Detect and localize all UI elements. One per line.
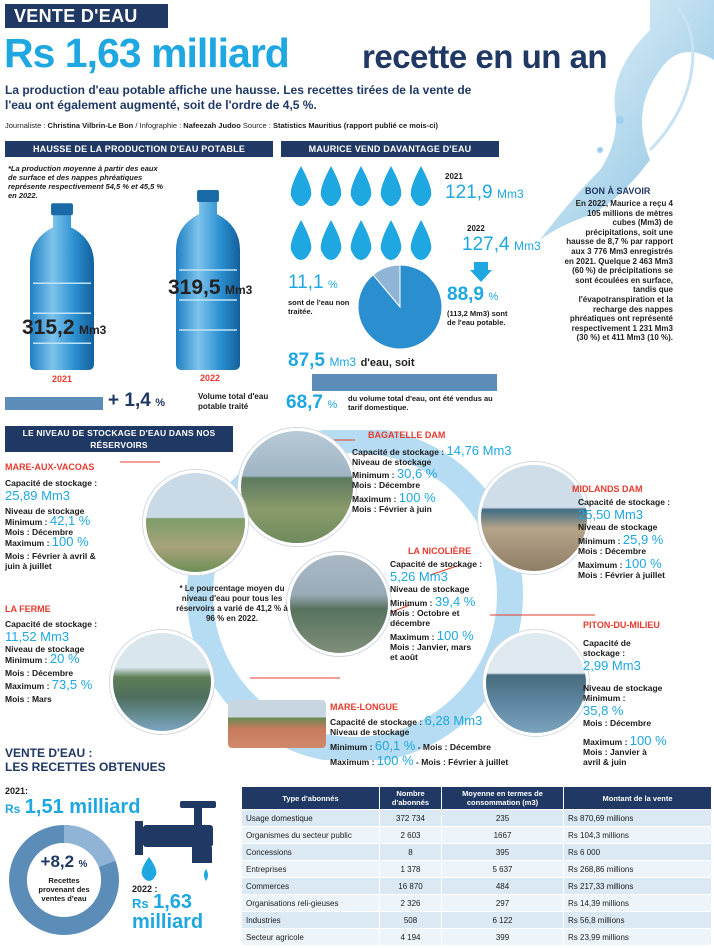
reservoir-max-label: Maximum : [330,757,375,767]
reservoir-max-value: 100 % [624,556,662,571]
reservoir-max-label: Maximum : [352,494,397,504]
reservoir-level-label: Niveau de stockage [352,457,432,467]
recettes-value-2021-prefix: Rs [5,802,21,816]
sales-section-title: MAURICE VEND DAVANTAGE D'EAU [281,141,499,157]
reservoir-capacity-row [330,713,580,728]
credits-label-infographic: / Infographie : [135,121,182,130]
production-year-2021: 2021 [52,374,73,384]
reservoir-month-label: Mois : [5,527,30,537]
reservoir-capacity-row [352,443,532,458]
reservoir-level-label: Niveau de stockage [330,727,410,737]
table-header-row [242,787,712,810]
table-cell: Organismes du secteur public [242,827,380,844]
table-cell: 4 194 [380,929,442,946]
reservoir-level-label: Niveau de stockage [5,644,85,654]
reservoir-capacity-label: Capacité de stockage : [390,559,483,569]
table-cell: Rs 104,3 millions [564,827,712,844]
reservoir-min-month [390,608,470,628]
reservoir-max: Maximum : 100 % - Mois : Février à juillet [330,753,509,768]
table-row [242,844,712,861]
reservoir-min [352,466,532,481]
reservoir-max-label: Maximum : [390,632,435,642]
reservoir-max-value: 100 % [51,534,89,549]
reservoir-capacity: 2,99 Mm3 [583,658,641,673]
table-row [242,912,712,929]
production-value-2021-number: 315,2 [22,316,75,339]
recettes-title-line2: LES RECETTES OBTENUES [5,760,166,774]
water-drop-icon [140,857,158,881]
drop-2021 [321,166,342,206]
table-row [242,929,712,946]
table-row [242,810,712,827]
reservoir-month-label: Mois : [390,642,415,652]
production-value-2022-number: 319,5 [168,276,221,299]
bon-a-savoir-title: BON À SAVOIR [585,186,651,196]
reservoir-month-label: Mois : [583,747,608,757]
table-cell: Concessions [242,844,380,861]
table-cell: Commerces [242,878,380,895]
reservoir-la-ferme [5,604,145,704]
reservoir-month-label: Mois : [352,504,377,514]
reservoir-min-label: Minimum : [5,517,48,527]
reservoir-max-month-value: Mars [31,694,52,704]
table-cell: Rs 14,39 millions [564,895,712,912]
sales-year-2021: 2021 [445,172,463,181]
reservoir-max-month-value: Février à juillet [604,570,665,580]
reservoir-capacity-label: Capacité de stockage : [578,497,671,507]
reservoir-max-label: Maximum : [578,560,623,570]
sales-untreated-pct-value: 11,1 [288,272,324,293]
arrow-down-icon [470,262,492,284]
production-change-value: + 1,4 [108,390,151,411]
reservoir-max-label: Maximum : [583,737,628,747]
table-cell: Rs 870,69 millions [564,810,712,827]
sales-potable-pct-value: 88,9 [447,284,484,305]
table-cell: Rs 217,33 millions [564,878,712,895]
sales-domestic-pct-unit: % [327,399,338,411]
reservoir-month-label: Mois : [578,570,603,580]
recettes-change-value: +8,2 [40,852,75,871]
reservoir-bagatelle [352,430,532,514]
reservoir-month-label: Mois : [5,668,30,678]
lede: La production d'eau potable affiche une hausse. Les recettes tirées de la vente de l'eau ont également augmenté, soit de l'ordre de 4,5 %. [5,83,472,112]
credits-label-source: Source : [242,121,271,130]
reservoir-max-month [578,570,712,580]
reservoir-min-value: 25,9 % [622,532,664,547]
table-cell: 8 [380,844,442,861]
table-cell: 508 [380,912,442,929]
production-value-2022-unit: Mm3 [225,283,253,297]
reservoir-max-month-value: Janvier, mars et août [390,642,472,662]
reservoir-max-month [5,694,145,704]
reservoir-month-label: Mois : [5,694,30,704]
table-cell: Entreprises [242,861,380,878]
reservoir-max-label: Maximum : [5,538,50,548]
sales-domestic-text: d'eau, soit [360,357,415,369]
production-value-2022 [168,276,252,300]
drop-2021 [381,166,402,206]
sales-value-2021-unit: Mm3 [497,187,524,201]
reservoir-month-label: Mois : [578,546,603,556]
sales-domestic-pct [286,392,337,414]
reservoir-min-month-value: Décembre [604,546,647,556]
reservoir-piton-du-milieu [583,620,711,767]
credits-label-journalist: Journaliste : [5,121,46,130]
table-cell: 484 [442,878,564,895]
pie-slice-potable [358,265,442,349]
table-cell: 5 637 [442,861,564,878]
la-nicoliere-photo [287,552,391,656]
table-row [242,878,712,895]
reservoir-month-label: Mois : [390,608,415,618]
reservoir-max [390,628,500,643]
table-row [242,861,712,878]
reservoirs-center-note: * Le pourcentage moyen du niveau d'eau pour tous les réservoirs a varié de 41,2 % à 96 % en 2022. [176,584,288,623]
sales-domestic-label: du volume total d'eau, ont été vendus au tarif domestique. [348,394,493,412]
reservoir-max-value: 100 % [376,753,414,768]
table-cell: 1667 [442,827,564,844]
reservoir-min-month-value: Décembre [31,527,74,537]
reservoir-max-month-value: Février à juin [378,504,432,514]
reservoir-month-label: Mois : [5,551,30,561]
sales-domestic-value: 87,5 [288,350,325,371]
production-change-unit: % [155,397,166,409]
reservoir-min [390,594,500,609]
sales-value-2021 [445,182,524,204]
sales-year-2022: 2022 [467,224,485,233]
reservoir-name: MIDLANDS DAM [572,484,643,494]
production-change [108,390,165,412]
subscribers-table [241,786,712,946]
sales-potable-pct-unit: % [488,291,499,303]
drop-2022 [291,220,312,260]
table-cell: 6 122 [442,912,564,929]
bagatelle-photo [238,428,356,546]
sales-value-2022-number: 127,4 [462,234,510,255]
reservoir-max-month-value: Février à juillet [448,757,509,767]
drop-2022 [411,220,432,260]
credits-source: Statistics Mauritius (rapport publié ce mois-ci) [272,121,438,130]
table-cell: 297 [442,895,564,912]
reservoir-capacity-label: Capacité de stockage : [5,619,98,629]
bon-a-savoir-text: En 2022, Maurice a reçu 4 105 millions de mètres cubes (Mm3) de précipitations, soit une hausse de 8,7 % par rapport aux 3 776 Mm3 enregistrés en 2021. Quelque 2 463 Mm3 (60 %) de précipitations se sont écoulées en surface, tandis que l'évapotranspiration et la recharge des nappes phréatiques ont représenté respectivement 1 231 Mm3 (30 %) et 411 Mm3 (10 %). [564,199,673,343]
table-cell: Rs 268,86 millions [564,861,712,878]
reservoir-min-month-value: Décembre [609,718,652,728]
table-cell: 395 [442,844,564,861]
reservoir-max [583,733,711,748]
reservoir-month-label: Mois : [422,742,448,752]
reservoirs-section-title: LE NIVEAU DE STOCKAGE D'EAU DANS NOS RÉSERVOIRS [5,426,233,452]
recettes-value-2022 [132,893,203,931]
reservoir-min-label: Minimum : [583,693,626,703]
table-cell: 16 870 [380,878,442,895]
table-cell: 2 326 [380,895,442,912]
reservoir-la-nicoliere [390,546,500,662]
reservoir-min-month-value: Octobre et décembre [390,608,460,628]
reservoir-max-value: 100 % [398,490,436,505]
sales-value-2022 [462,234,541,256]
reservoir-min [578,532,712,547]
recettes-title-line1: VENTE D'EAU : [5,746,93,760]
recettes-change [30,852,98,872]
table-cell: 235 [442,810,564,827]
reservoir-name: LA NICOLIÈRE [408,546,472,556]
reservoir-min-month [583,718,711,728]
table-cell: 372 734 [380,810,442,827]
recettes-donut-label: Recettes provenant des ventes d'eau [38,876,90,903]
reservoir-max-month [5,551,105,571]
reservoir-level-label: Niveau de stockage [390,584,470,594]
recettes-value-2021 [5,796,140,819]
drop-2021 [291,166,312,206]
reservoir-max [5,677,145,692]
reservoir-min-value: 20 % [49,651,80,666]
table-cell: Organisations reli-gieuses [242,895,380,912]
mare-longue-photo [228,700,326,748]
reservoir-capacity-label: Capacité de stockage : [330,717,423,727]
reservoir-min-label: Minimum : [330,742,373,752]
subscribers-table-wrap [241,786,712,946]
table-cell: Rs 23,99 millions [564,929,712,946]
table-row [242,827,712,844]
sales-potable-pct [447,284,498,306]
recettes-value-2021-number: 1,51 milliard [24,796,141,818]
reservoir-capacity-label: Capacité de stockage : [583,638,631,658]
reservoir-min-month-value: Décembre [378,480,421,490]
sales-potable-label: (113,2 Mm3) sont de l'eau potable. [447,309,508,327]
reservoir-month-label: Mois : [583,718,608,728]
table-cell: 2 603 [380,827,442,844]
reservoir-midlands [572,484,712,580]
credits [5,121,505,130]
reservoir-min-label: Minimum : [352,470,395,480]
table-header-cell: Nombre d'abonnés [380,787,442,810]
table-header-cell: Type d'abonnés [242,787,380,810]
recettes-value-2022-word: milliard [132,911,204,933]
reservoir-max-month-value: Janvier à avril & juin [583,747,647,767]
reservoir-max-value: 100 % [629,733,667,748]
reservoir-min [5,651,145,666]
reservoir-max-value: 100 % [436,628,474,643]
reservoir-min-value: 60,1 % [374,738,416,753]
table-header-cell: Moyenne en termes de consommation (m3) [442,787,564,810]
reservoir-min-label: Minimum : [5,655,48,665]
sales-domestic [288,350,415,372]
reservoir-min-label: Minimum : [390,598,433,608]
reservoir-min-value: 42,1 % [49,513,91,528]
reservoir-name: MARE-AUX-VACOAS [5,462,95,472]
reservoir-max-month-value: Février à avril & juin à juillet [5,551,96,571]
production-change-label: Volume total d'eau potable traité [198,392,269,411]
sales-untreated-label: sont de l'eau non traitée. [288,298,350,316]
reservoir-min-value: 35,8 % [583,703,624,718]
reservoir-min-month-value: Décembre [31,668,74,678]
reservoir-max [352,490,532,505]
drop-2022 [351,220,372,260]
sales-pie-chart [355,262,445,352]
kicker: VENTE D'EAU [14,6,138,26]
table-cell: Usage domestique [242,810,380,827]
recettes-year-2022: 2022 : [132,884,158,894]
production-note: *La production moyenne à partir des eaux de surface et des nappes phréatiques représente respectivement 54,5 % et 45,5 % en 2022. [8,164,164,200]
table-cell: Secteur agricole [242,929,380,946]
bottle-bar-2021 [30,213,94,370]
credits-infographic: Nafeezah Judoo [183,121,241,130]
production-value-2021-unit: Mm3 [79,323,107,337]
reservoir-max [5,534,145,549]
reservoir-max-month [352,504,532,514]
reservoir-min [5,513,145,528]
reservoir-month-label: Mois : [421,757,446,767]
table-cell: Rs 56,8 millions [564,912,712,929]
reservoir-name: MARE-LONGUE [330,702,398,712]
reservoir-min-month [578,546,712,556]
reservoir-capacity: 14,76 Mm3 [446,443,512,458]
reservoir-max [578,556,712,571]
reservoir-name: PITON-DU-MILIEU [583,620,660,630]
sales-value-2021-number: 121,9 [445,182,493,203]
headline-big: Rs 1,63 milliard [4,30,289,76]
reservoir-name: LA FERME [5,604,51,614]
mare-aux-vacoas-photo [143,470,248,575]
sales-domestic-bar [312,374,497,391]
reservoir-capacity-label: Capacité de stockage : [5,478,98,488]
reservoir-level-label: Niveau de stockage [5,506,85,516]
reservoir-min: Minimum : 60,1 % - Mois : Décembre [330,738,491,753]
table-cell: 399 [442,929,564,946]
reservoir-min-month [352,480,532,490]
reservoir-capacity: 25,89 Mm3 [5,488,71,503]
sales-domestic-unit: Mm3 [329,355,357,369]
reservoir-min-label: Minimum : [578,536,621,546]
table-cell: Industries [242,912,380,929]
production-change-bar [5,397,103,410]
sales-untreated-pct [288,272,338,294]
reservoir-level-label: Niveau de stockage [583,683,663,693]
reservoir-name: BAGATELLE DAM [368,430,446,440]
reservoir-min-value: 30,6 % [396,466,438,481]
reservoir-min-value: 39,4 % [434,594,476,609]
reservoir-month-label: Mois : [352,480,377,490]
reservoir-max-month [390,642,476,662]
recettes-value-2022-number: 1,63 [153,891,193,913]
sales-value-2022-unit: Mm3 [514,239,541,253]
bottle-cap [51,203,73,215]
headline-rest: recette en un an [362,38,608,75]
table-row [242,895,712,912]
production-section-title: HAUSSE DE LA PRODUCTION D'EAU POTABLE [5,141,273,157]
recettes-change-unit: % [78,859,88,870]
reservoir-max-label: Maximum : [5,681,50,691]
reservoir-max-month [583,747,655,767]
drop-2022 [381,220,402,260]
recettes-value-2022-prefix: Rs [132,896,149,911]
reservoir-mare-longue [330,702,580,767]
reservoir-capacity: 5,26 Mm3 [390,569,448,584]
production-value-2021 [22,316,106,340]
production-year-2022: 2022 [200,373,221,383]
table-cell: 1 378 [380,861,442,878]
sales-domestic-pct-value: 68,7 [286,392,323,413]
drop-2021 [351,166,372,206]
reservoir-capacity-label: Capacité de stockage : [352,447,445,457]
reservoir-min-month-value: Décembre [449,742,491,752]
drop-2022 [321,220,342,260]
table-header-cell: Montant de la vente [564,787,712,810]
reservoir-capacity: 25,50 Mm3 [578,507,644,522]
reservoir-mare-aux-vacoas [5,462,145,571]
drop-2021 [411,166,432,206]
table-cell: Rs 6 000 [564,844,712,861]
reservoir-max-value: 73,5 % [51,677,93,692]
sales-untreated-pct-unit: % [328,279,338,291]
reservoir-level-label: Niveau de stockage [578,522,658,532]
reservoir-capacity: 11,52 Mm3 [5,629,70,644]
reservoir-capacity: 6,28 Mm3 [424,713,483,728]
credits-journalist: Christina Vilbrin-Le Bon [47,121,134,130]
recettes-year-2021: 2021: [5,786,29,796]
bottle-cap [197,190,219,202]
recettes-title [5,746,166,774]
